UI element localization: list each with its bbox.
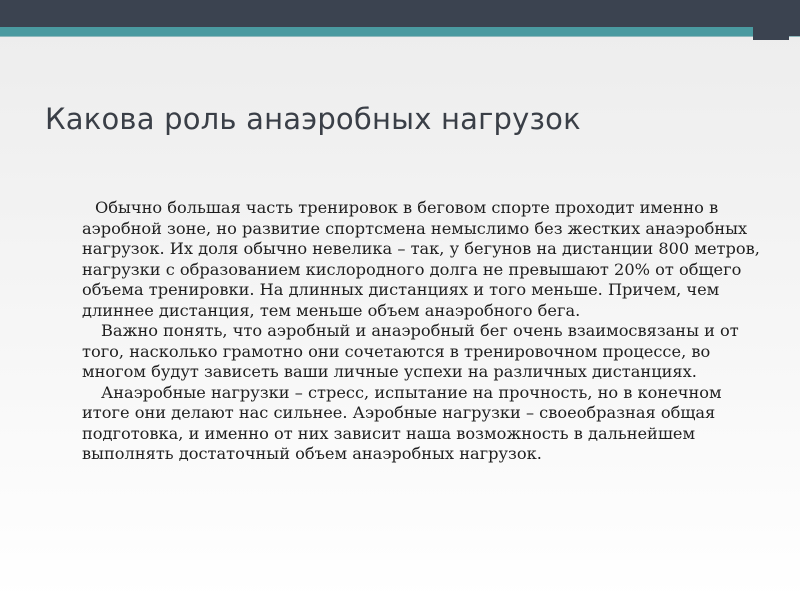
header-divider-line — [0, 36, 800, 37]
header-corner-block — [753, 0, 789, 40]
header-dark-bar — [0, 0, 800, 27]
body-paragraph-2: Важно понять, что аэробный и анаэробный бег очень взаимосвязаны и от того, насколько грамотно они сочетаются в тренировочном процессе, во многом будут зависеть ваши личные успехи на различных дистанциях. — [82, 321, 739, 381]
header-accent-stripe — [0, 27, 800, 36]
body-paragraph-1: Обычно большая часть тренировок в беговом спорте проходит именно в аэробной зоне, но развитие спортсмена немыслимо без жестких анаэробных нагрузок. Их доля обычно невелика – так, у бегунов на дистанции 800 метров, нагрузки с образованием кислородного долга не превышают 20% от общего объема тренировки. На длинных дистанциях и того меньше. Причем, чем длиннее дистанция, тем меньше объем анаэробного бега. — [82, 198, 760, 320]
body-paragraph-3: Анаэробные нагрузки – стресс, испытание на прочность, но в конечном итоге они делают нас сильнее. Аэробные нагрузки – своеобразная общая подготовка, и именно от них зависит наша возможность в дальнейшем выполнять достаточный объем анаэробных нагрузок. — [82, 382, 722, 463]
slide-title: Какова роль анаэробных нагрузок — [45, 102, 581, 136]
header-corner-tab — [789, 27, 800, 36]
slide-body — [82, 198, 772, 465]
